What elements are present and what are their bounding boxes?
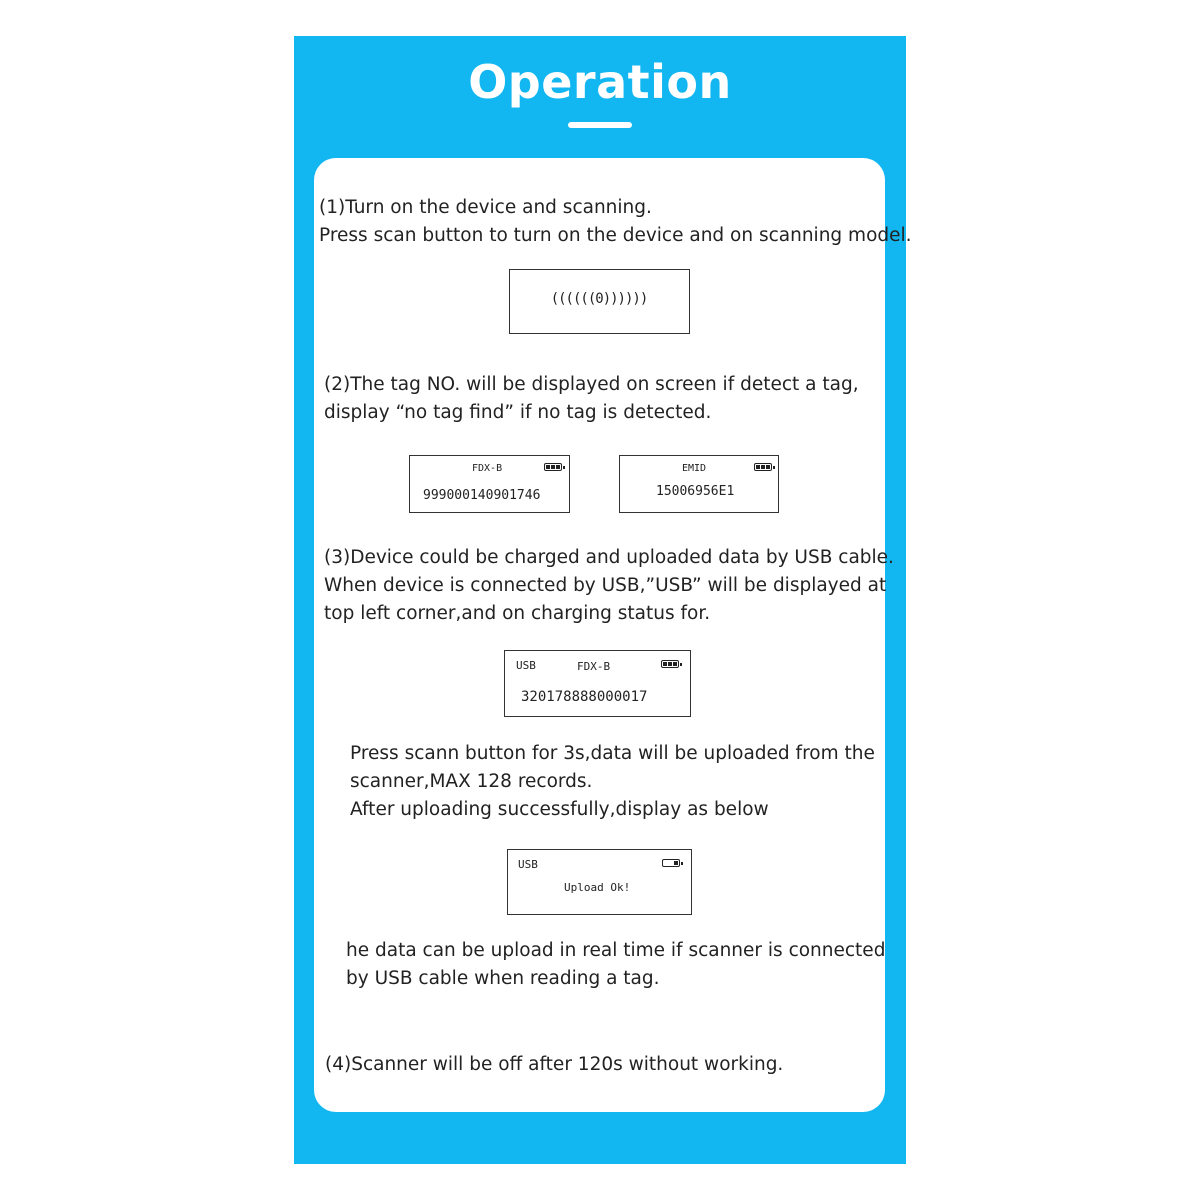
tag-type-label: FDX-B [577, 660, 611, 673]
realtime-note-line-1: he data can be upload in real time if scanner is connected [346, 940, 886, 961]
upload-instructions-line-3: After uploading successfully,display as below [350, 799, 769, 820]
scanning-indicator: ((((((0)))))) [550, 291, 648, 307]
upload-status-message: Upload Ok! [564, 881, 631, 894]
battery-low-icon [662, 859, 680, 867]
tag-number: 15006956E1 [656, 484, 735, 499]
upload-ok-screen [507, 849, 692, 915]
upload-instructions [350, 740, 875, 824]
usb-fdxb-screen [504, 650, 691, 717]
tag-number: 320178888000017 [521, 689, 648, 705]
tag-type-label: EMID [682, 463, 707, 474]
battery-full-icon [544, 463, 562, 471]
realtime-note-line-2: by USB cable when reading a tag. [346, 968, 660, 989]
step-3-description-2: top left corner,and on charging status for. [324, 603, 711, 624]
battery-full-icon [754, 463, 772, 471]
step-4-heading: (4)Scanner will be off after 120s without working. [325, 1054, 784, 1075]
tag-type-label: FDX-B [472, 463, 503, 474]
step-3-heading: (3)Device could be charged and uploaded data by USB cable. [324, 547, 894, 568]
step-2-description: display “no tag find” if no tag is detected. [324, 402, 712, 423]
step-3-text [324, 544, 894, 628]
usb-indicator: USB [516, 659, 536, 672]
title-underline [568, 122, 632, 128]
upload-instructions-line-1: Press scann button for 3s,data will be uploaded from the [350, 743, 875, 764]
step-2-text [324, 371, 859, 427]
usb-indicator: USB [518, 858, 538, 871]
scanning-screen [509, 269, 690, 334]
battery-full-icon [661, 660, 679, 668]
step-4-text [325, 1051, 783, 1079]
emid-tag-screen [619, 455, 779, 513]
page-title: Operation [468, 55, 732, 109]
step-1-description: Press scan button to turn on the device and on scanning model. [319, 225, 912, 246]
step-1-text [319, 194, 912, 250]
step-1-heading: (1)Turn on the device and scanning. [319, 197, 652, 218]
fdxb-tag-screen [409, 455, 570, 513]
tag-number: 999000140901746 [423, 488, 541, 503]
step-3-description-1: When device is connected by USB,”USB” will be displayed at [324, 575, 887, 596]
upload-instructions-line-2: scanner,MAX 128 records. [350, 771, 593, 792]
realtime-upload-note [346, 937, 885, 993]
step-2-heading: (2)The tag NO. will be displayed on screen if detect a tag, [324, 374, 859, 395]
